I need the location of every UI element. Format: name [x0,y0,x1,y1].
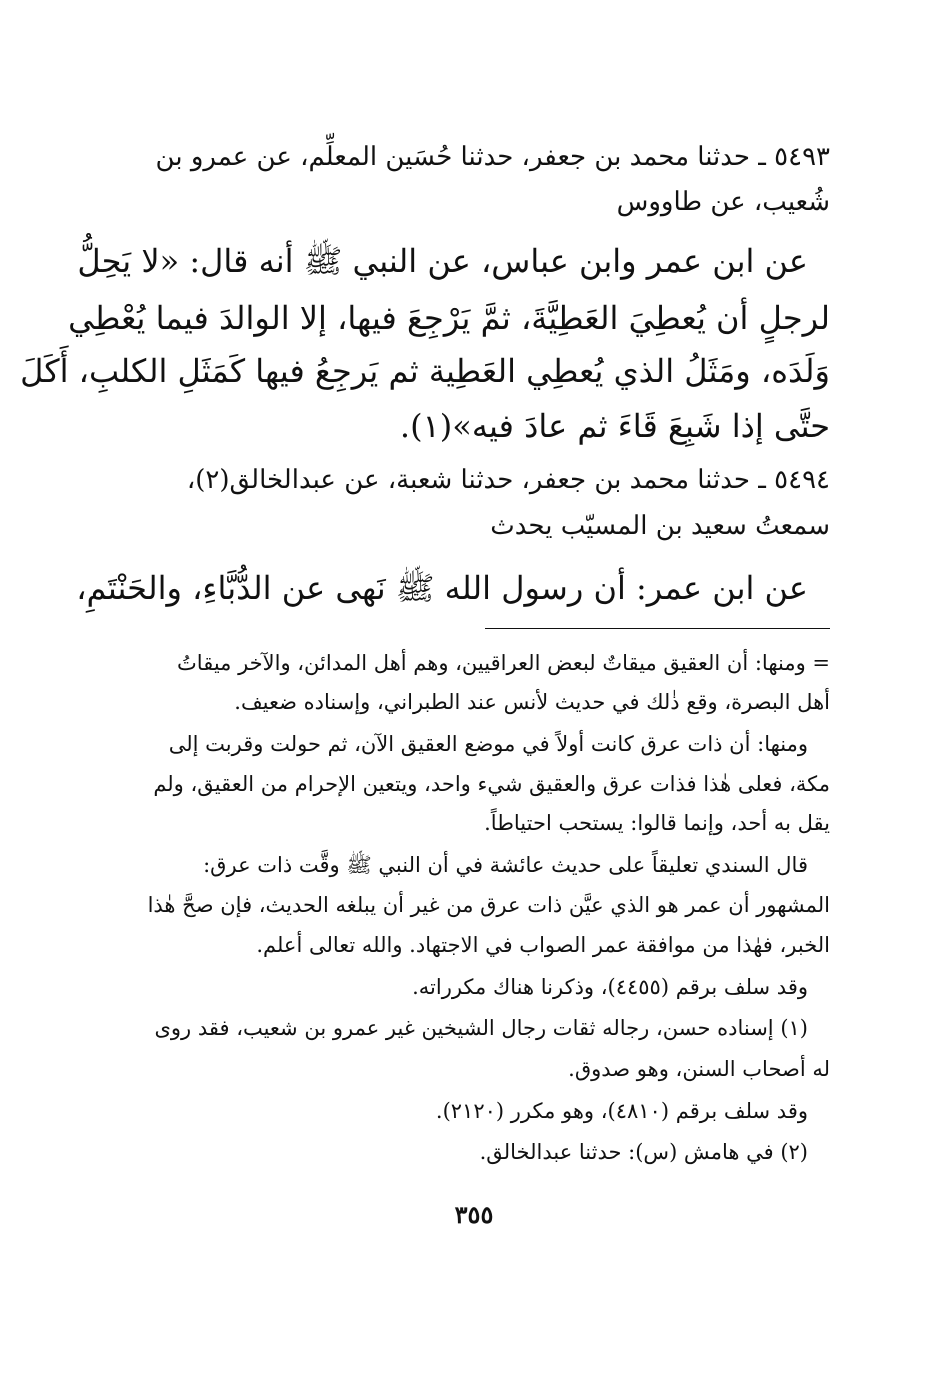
page-number: ٣٥٥ [454,1200,494,1229]
hadith-5493-matn-line-3: وَلَدَه، ومَثَلُ الذي يُعطِي العَطِية ثم يَرجِعُ فيها كَمَثَلِ الكلبِ، أَكَلَ [20,352,830,390]
hadith-5493-matn-line-2: لرجلٍ أن يُعطِيَ العَطِيَّةَ، ثمَّ يَرْجِعَ فيها، إلا الوالدَ فيما يُعْطِي [68,299,830,337]
footnote-line: المشهور أن عمر هو الذي عيَّن ذات عرق من غير أن يبلغه الحديث، فإن صحَّ هٰذا [147,893,830,917]
footnote-line: ومنها: أن ذات عرق كانت أولاً في موضع العقيق الآن، ثم حولت وقربت إلى [168,732,808,756]
footnote-line: (٢) في هامش (س): حدثنا عبدالخالق. [479,1140,808,1164]
hadith-5493-matn-line-1: عن ابن عمر وابن عباس، عن النبي ﷺ أنه قال: «لا يَحِلُّ [77,242,808,280]
footnote-separator [485,628,830,629]
hadith-5494-isnad-line-1: ٥٤٩٤ ـ حدثنا محمد بن جعفر، حدثنا شعبة، عن عبدالخالق(٢)، [186,465,830,495]
hadith-5493-isnad-line-1: ٥٤٩٣ ـ حدثنا محمد بن جعفر، حدثنا حُسَين المعلِّم، عن عمرو بن [155,142,830,172]
footnote-line: له أصحاب السنن، وهو صدوق. [568,1057,830,1081]
hadith-5494-isnad-line-2: سمعتُ سعيد بن المسيّب يحدث [490,511,830,541]
hadith-5493-isnad-line-2: شُعيب، عن طاووس [616,187,830,217]
hadith-5494-matn-line-1: عن ابن عمر: أن رسول الله ﷺ نَهى عن الدُّبَّاءِ، والحَنْتَمِ، [76,569,808,607]
hadith-5493-matn-line-4: حتَّى إذا شَبِعَ قَاءَ ثم عادَ فيه»(١). [399,407,830,445]
footnote-line: يقل به أحد، وإنما قالوا: يستحب احتياطاً. [484,811,830,835]
footnote-line: قال السندي تعليقاً على حديث عائشة في أن النبي ﷺ وقَّت ذات عرق: [203,853,808,877]
footnote-line: أهل البصرة، وقع ذٰلك في حديث لأنس عند الطبراني، وإسناده ضعيف. [234,690,830,714]
footnote-line: (١) إسناده حسن، رجاله ثقات رجال الشيخين غير عمرو بن شعيب، فقد روى [154,1016,808,1040]
footnote-line: = ومنها: أن العقيق ميقاتٌ لبعض العراقيين، وهم أهل المدائن، والآخر ميقاتُ [177,651,830,675]
footnote-line: وقد سلف برقم (٤٨١٠)، وهو مكرر (٢١٢٠). [435,1099,808,1123]
footnote-line: الخبر، فهٰذا من موافقة عمر الصواب في الاجتهاد. والله تعالى أعلم. [256,933,830,957]
footnote-line: وقد سلف برقم (٤٤٥٥)، وذكرنا هناك مكرراته. [412,975,808,999]
footnote-line: مكة، فعلى هٰذا فذات عرق والعقيق شيء واحد، ويتعين الإحرام من العقيق، ولم [153,772,830,796]
